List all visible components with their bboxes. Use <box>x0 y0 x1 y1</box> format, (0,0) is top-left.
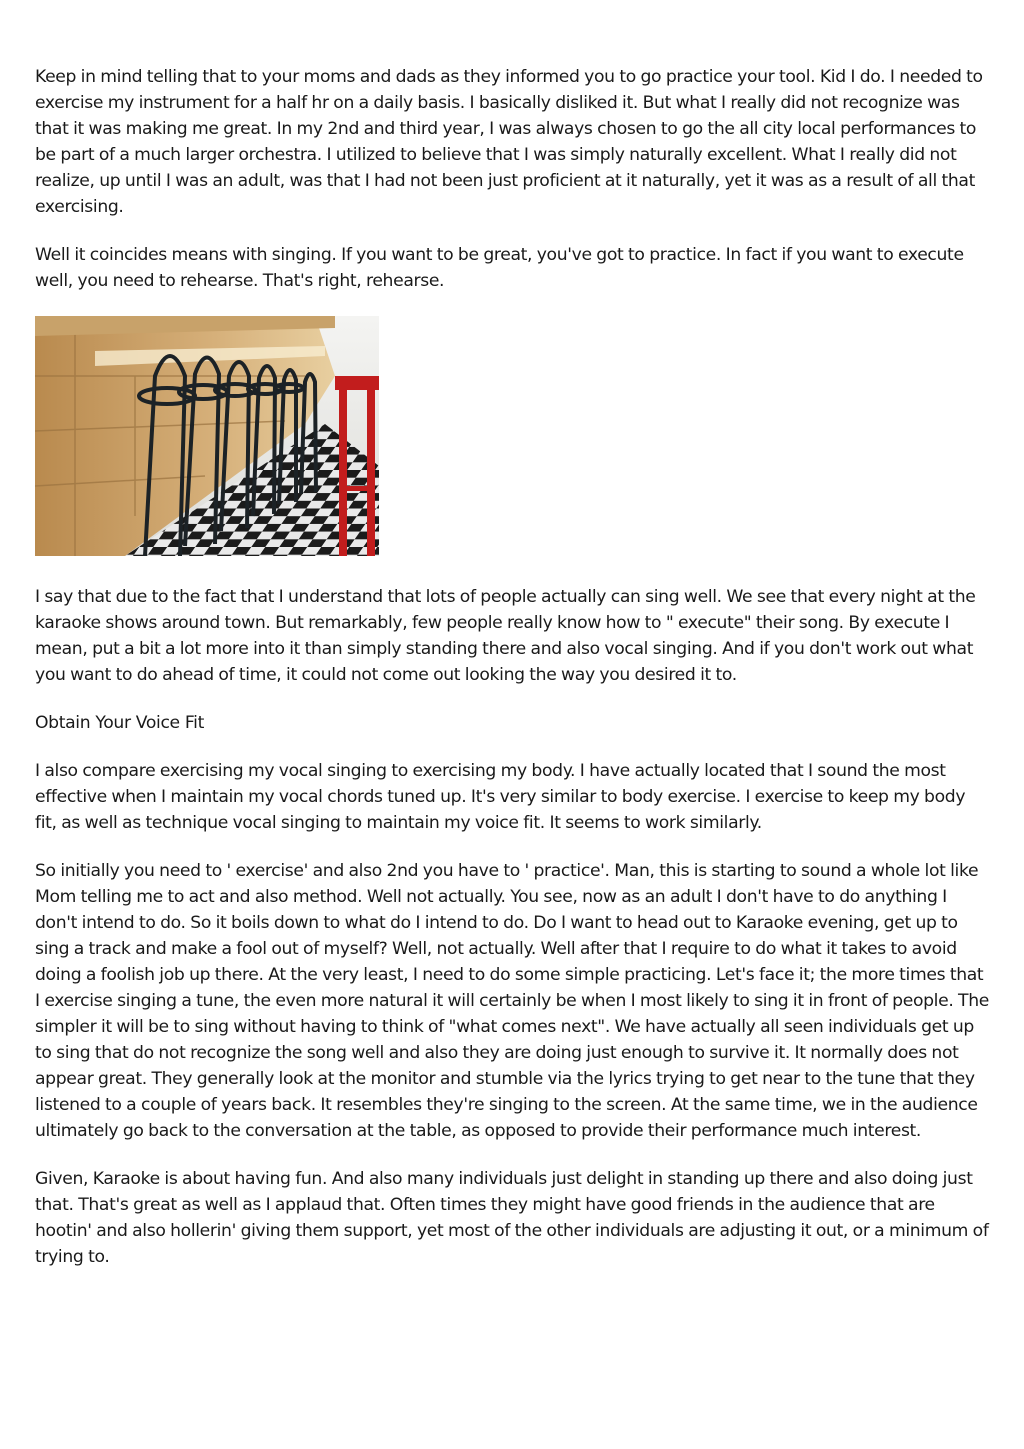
bar-stools-photo <box>35 316 379 556</box>
paragraph-5: So initially you need to ' exercise' and also 2nd you have to ' practice'. Man, this is starting to sound a whole lot like Mom telling me to act and also method. Well not actually. You see, now as an adult I don't have to do anything I don't intend to do. So it boils down to what do I intend to do. Do I want to head out to Karaoke evening, get up to sing a track and make a fool out of myself? Well, not actually. Well after that I require to do what it takes to avoid doing a foolish job up there. At the very least, I need to do some simple practicing. Let's face it; the more times that I exercise singing a tune, the even more natural it will certainly be when I most likely to sing it in front of people. The simpler it will be to sing without having to think of "what comes next". We have actually all seen individuals get up to sing that do not recognize the song well and also they are doing just enough to survive it. It normally does not appear great. They generally look at the monitor and stumble via the lyrics trying to get near to the tune that they listened to a couple of years back. It resembles they're singing to the screen. At the same time, we in the audience ultimately go back to the conversation at the table, as opposed to provide their performance much interest. <box>35 861 989 1141</box>
paragraph-3: I say that due to the fact that I understand that lots of people actually can sing well. We see that every night at the karaoke shows around town. But remarkably, few people really know how to " execute" their song. By execute I mean, put a bit a lot more into it than simply standing there and also vocal singing. And if you don't work out what you want to do ahead of time, it could not come out looking the way you desired it to. <box>35 587 976 685</box>
article <box>35 64 990 1292</box>
section-heading: Obtain Your Voice Fit <box>35 713 204 733</box>
paragraph-4: I also compare exercising my vocal singing to exercising my body. I have actually located that I sound the most effective when I maintain my vocal chords tuned up. It's very similar to body exercise. I exercise to keep my body fit, as well as technique vocal singing to maintain my voice fit. It seems to work similarly. <box>35 761 966 833</box>
paragraph-2: Well it coincides means with singing. If you want to be great, you've got to practice. In fact if you want to execute well, you need to rehearse. That's right, rehearse. <box>35 245 964 291</box>
paragraph-1: Keep in mind telling that to your moms and dads as they informed you to go practice your tool. Kid I do. I needed to exercise my instrument for a half hr on a daily basis. I basically disliked it. But what I really did not recognize was that it was making me great. In my 2nd and third year, I was always chosen to go the all city local performances to be part of a much larger orchestra. I utilized to believe that I was simply naturally excellent. What I really did not realize, up until I was an adult, was that I had not been just proficient at it naturally, yet it was as a result of all that exercising. <box>35 67 983 217</box>
paragraph-6: Given, Karaoke is about having fun. And also many individuals just delight in standing up there and also doing just that. That's great as well as I applaud that. Often times they might have good friends in the audience that are hootin' and also hollerin' giving them support, yet most of the other individuals are adjusting it out, or a minimum of trying to. <box>35 1169 989 1267</box>
